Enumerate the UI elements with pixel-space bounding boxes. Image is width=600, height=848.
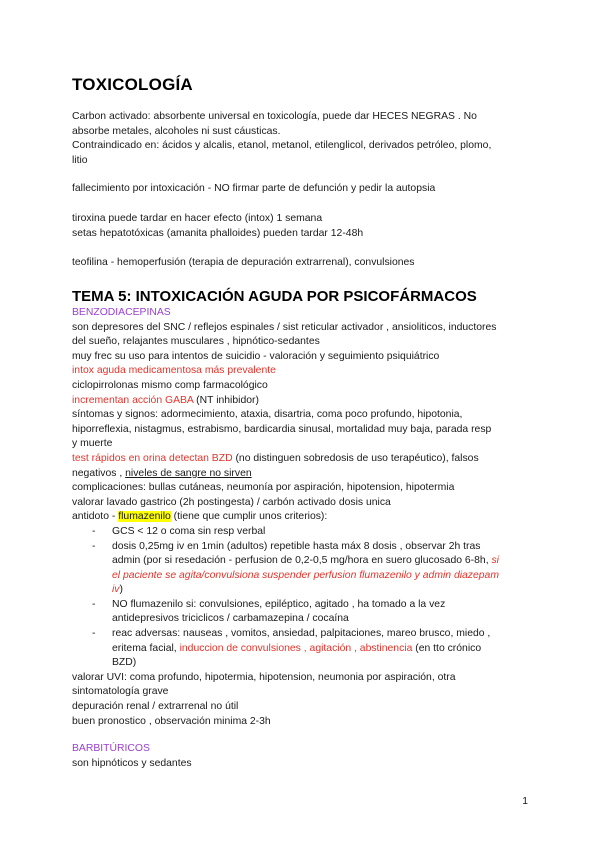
bullet-list (72, 525, 532, 671)
text-line: y muerte (72, 438, 113, 450)
text-line: valorar UVI: coma profundo, hipotermia, hipotension, neumonia por aspiración, otra (72, 671, 456, 683)
text-line (72, 510, 532, 525)
text-line: son depresores del SNC / reflejos espinales / sist reticular activador , ansioliticos, inductores (72, 321, 497, 333)
text-line: Carbon activado: absorbente universal en toxicología, puede dar HECES NEGRAS . No (72, 111, 477, 122)
intro-paragraph-tiroxina (72, 212, 532, 241)
list-item (92, 598, 532, 627)
text-line: son hipnóticos y sedantes (72, 757, 192, 769)
bullet-dash: - (92, 525, 96, 537)
list-item (92, 525, 532, 540)
text-line-red-italic: el paciente se agita/convulsiona suspender perfusion flumazenilo y admin diazepam (112, 569, 499, 581)
text-span: admin (por si resedación - perfusion de 0,2-0,5 mg/hora en suero glucosado 6-8h, (112, 555, 492, 567)
barbituricos-section (72, 742, 532, 771)
text-span: antidoto - (72, 511, 119, 523)
text-line: setas hepatotóxicas (amanita phalloides) pueden tardar 12-48h (72, 227, 364, 239)
benzodiacepinas-section (72, 306, 532, 729)
text-span: ) (119, 584, 123, 596)
text-line: Contraindicado en: ácidos y alcalis, etanol, metanol, etilenglicol, derivados petróleo, plomo, (72, 140, 492, 152)
text-span: (en tto crónico (412, 642, 482, 654)
text-line: depuración renal / extrarrenal no útil (72, 701, 239, 713)
text-line: GCS < 12 o coma sin resp verbal (112, 525, 266, 537)
page-title: TOXICOLOGÍA (72, 75, 193, 94)
list-item (92, 627, 532, 671)
text-line: del sueño, relajantes musculares , hipnótico-sedantes (72, 336, 320, 348)
text-line: valorar lavado gastrico (2h postingesta) / carbón activado dosis unica (72, 496, 391, 508)
bullet-dash: - (92, 540, 96, 552)
highlighted-text: flumazenilo (118, 511, 171, 523)
text-line: teofilina - hemoperfusión (terapia de depuración extrarrenal), convulsiones (72, 257, 415, 268)
text-line: reac adversas: nauseas , vomitos, ansiedad, palpitaciones, mareo brusco, miedo , (112, 628, 491, 640)
intro-paragraph-carbon (72, 110, 532, 168)
list-item (92, 540, 532, 598)
page-number: 1 (522, 796, 528, 807)
text-line: muy frec su uso para intentos de suicidio - valoración y seguimiento psiquiátrico (72, 350, 440, 362)
text-line: ciclopirrolonas mismo comp farmacológico (72, 379, 268, 391)
intro-paragraph-teofilina (72, 256, 532, 271)
text-line: absorbe metales, alcoholes ni sust cáusticas. (72, 125, 281, 137)
red-text: test rápidos en orina detectan BZD (72, 452, 233, 464)
text-span: eritema facial, (112, 642, 180, 654)
red-text: induccion de convulsiones , agitación , abstinencia (179, 642, 413, 654)
text-line: BZD) (112, 657, 137, 669)
text-span: (tiene que cumplir unos criterios): (170, 511, 328, 523)
text-line: antidepresivos triciclicos / carbamazepina / cocaína (112, 613, 349, 625)
text-line: fallecimiento por intoxicación - NO firmar parte de defunción y pedir la autopsia (72, 183, 436, 194)
text-span: negativos , (72, 467, 126, 479)
text-line (112, 583, 532, 598)
text-line: hiporreflexia, nistagmus, estrabismo, bardicardia sinusal, mortalidad muy baja, parada resp (72, 423, 492, 435)
text-line: litio (72, 154, 88, 166)
text-line (72, 394, 532, 409)
text-line: sintomatología grave (72, 686, 169, 698)
bullet-dash: - (92, 628, 96, 640)
red-italic-text: iv (112, 584, 120, 596)
section-title: TEMA 5: INTOXICACIÓN AGUDA POR PSICOFÁRMACOS (72, 288, 477, 305)
text-line-red: intox aguda medicamentosa más prevalente (72, 365, 276, 377)
text-line (72, 452, 532, 467)
text-line: NO flumazenilo si: convulsiones, epiléptico, agitado , ha tomado a la vez (112, 598, 446, 610)
subsection-heading-benzodiacepinas: BENZODIACEPINAS (72, 307, 171, 318)
text-line: tiroxina puede tardar en hacer efecto (intox) 1 semana (72, 213, 323, 224)
intro-paragraph-fallecimiento (72, 182, 532, 197)
text-line (112, 554, 532, 569)
text-line: buen pronostico , observación minima 2-3h (72, 715, 271, 727)
text-line (72, 467, 532, 482)
red-italic-text: si (491, 555, 499, 567)
text-line: síntomas y signos: adormecimiento, ataxia, disartria, coma poco profundo, hipotonia, (72, 409, 463, 421)
text-line (112, 642, 532, 657)
underlined-text: niveles de sangre no sirven (125, 467, 252, 479)
text-line: complicaciones: bullas cutáneas, neumonía por aspiración, hipotension, hipotermia (72, 482, 455, 494)
text-span: (no distinguen sobredosis de uso terapéutico), falsos (232, 452, 479, 464)
bullet-dash: - (92, 598, 96, 610)
text-span: (NT inhibidor) (193, 394, 259, 406)
subsection-heading-barbituricos: BARBITÚRICOS (72, 743, 150, 754)
text-line: dosis 0,25mg iv en 1min (adultos) repetible hasta máx 8 dosis , observar 2h tras (112, 540, 481, 552)
red-text: incrementan acción GABA (72, 394, 194, 406)
